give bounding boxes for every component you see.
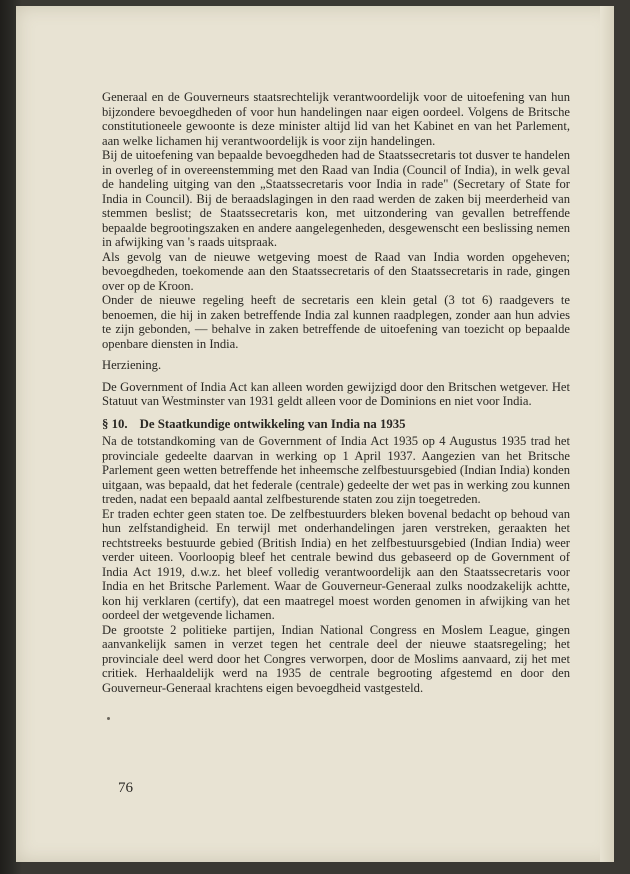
- ink-speck: [107, 717, 110, 720]
- herziening-title: Herziening.: [102, 358, 162, 372]
- section-paragraph-staten: Er traden echter geen staten toe. De zelfbestuurders bleken bovenal bedacht op behoud van hun zelfstandigheid. En terwijl met onderhandelingen jaren verstreken, geraakten het rechtstreeks bestuurde gebied (British India) en het zelfbestuursgebied (Indian India) weer verder uiteen. Voorloopig bleef het centrale bewind dus gebaseerd op de Government of India Act 1919, d.w.z. het bleef volledig verantwoordelijk aan den Staatssecretaris voor India en het Britsche Parlement. Waar de Gouverneur-Generaal zulks noodzakelijk achtte, kon hij verklaren (certify), dat een maatregel moest worden genomen in afwijking van het oordeel der wetgevende lichamen.: [102, 506, 570, 622]
- paragraph-raad-opgeheven: Als gevolg van de nieuwe wetgeving moest de Raad van India worden opgeheven; bevoegdheden, toekomende aan den Staatssecretaris of den Staatssecretaris in rade, gingen over op de Kroon.: [102, 249, 570, 293]
- paragraph-staatssecretaris: Bij de uitoefening van bepaalde bevoegdheden had de Staatssecretaris tot dusver te handelen in overleg of in overeenstemming met den Raad van India (Council of India), in welk geval de handeling uitging van den „Staatssecretaris voor India in rade" (Secretary of State for India in Council). Bij de beraadslagingen in den raad werden de zaken bij meerderheid van stemmen beslist; de Staatssecretaris kon, met uitzondering van gevallen betreffende bepaalde begrootingszaken en andere aangelegenheden, desgewenscht een beslissing nemen in afwijking van 's raads uitspraak.: [102, 148, 570, 249]
- page-edge-shadow: [600, 6, 614, 862]
- paragraph-council: Generaal en de Gouverneurs staatsrechtelijk verantwoordelijk voor de uitoefening van hun bijzondere bevoegdheden of voor hun handelingen naar eigen oordeel. Volgens de Britsche constitutioneele gewoonte is deze minister altijd lid van het Kabinet en van het Parlement, aan welke lichamen hij verantwoordelijk is voor zijn handelingen.: [102, 90, 570, 148]
- paragraph-raadgevers: Onder de nieuwe regeling heeft de secretaris een klein getal (3 tot 6) raadgevers te benoemen, die hij in zaken betreffende India zal kunnen raadplegen, zonder aan hun advies te zijn gebonden, — behalve in zaken betreffende de uitoefening van toezicht op bepaalde openbare diensten in India.: [102, 293, 570, 351]
- page-text: [102, 90, 570, 695]
- herziening-text: De Government of India Act kan alleen worden gewijzigd door den Britschen wetgever. Het Statuut van Westminster van 1931 geldt alleen voor de Dominions en niet voor India.: [102, 379, 570, 408]
- section-title: De Staatkundige ontwikkeling van India na 1935: [139, 416, 406, 431]
- page-number: 76: [118, 780, 133, 796]
- section-paragraph-partijen: De grootste 2 politieke partijen, Indian National Congress en Moslem League, gingen aanvankelijk samen in verzet tegen het centrale deel der nieuwe staatsregeling; het provinciale deel werd door het Congres verworpen, door de Moslims aanvaard, zij het met critiek. Herhaaldelijk werd na 1935 de centrale begrooting afgestemd en door den Gouverneur-Generaal krachtens eigen bevoegdheid vastgesteld.: [102, 622, 570, 695]
- section-paragraph-act: Na de totstandkoming van de Government of India Act 1935 op 4 Augustus 1935 trad het provinciale gedeelte daarvan in werking op 1 April 1937. Aangezien van het Britsche Parlement geen wetten betreffende het inheemsche zelfbestuursgebied (Indian India) konden uitgaan, was bepaald, dat het federale (centrale) gedeelte der wet pas in werking zou kunnen treden, nadat een bepaald aantal zelfbesturende staten zou zijn toegetreden.: [102, 434, 570, 506]
- section-heading: [102, 417, 570, 432]
- section-number: § 10.: [102, 416, 128, 431]
